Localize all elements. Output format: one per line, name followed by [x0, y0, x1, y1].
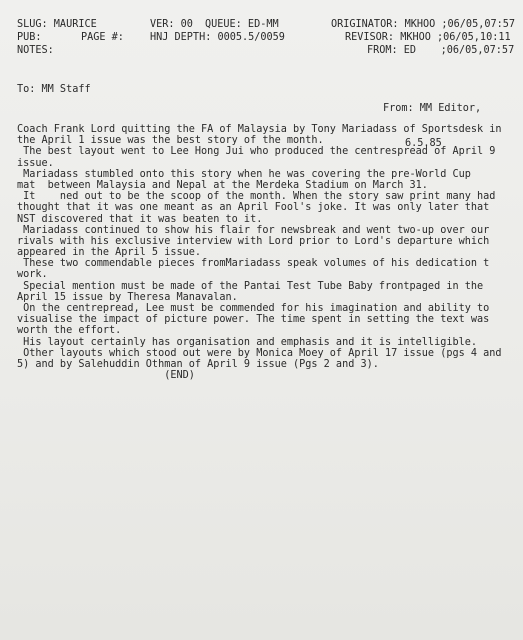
body-line: Other layouts which stood out were by Monica Moey of April 17 issue (pgs 4 and [17, 347, 502, 359]
version-field: VER: 00 [150, 19, 193, 30]
body-line: It ned out to be the scoop of the month. When the story saw print many had [17, 191, 496, 203]
body-line: These two commendable pieces fromMariadass speak volumes of his dedication t [17, 258, 490, 270]
body-line: NST discovered that it was beaten to it. [17, 213, 263, 225]
body-line: issue. [17, 157, 54, 169]
body-line: mat between Malaysia and Nepal at the Merdeka Stadium on March 31. [17, 179, 428, 191]
from-field: FROM: ED ;06/05,07:57 [367, 45, 515, 56]
body-line: Mariadass continued to show his flair for newsbreak and went two-up over our [17, 224, 490, 236]
memo-from-line: From: MM Editor, [383, 103, 482, 114]
body-line: thought that it was one meant as an April Fool's joke. It was only later that [17, 202, 490, 214]
originator-field: ORIGINATOR: MKHOO ;06/05,07:57 [331, 19, 516, 30]
body-line: Mariadass stumbled onto this story when he was covering the pre-World Cup [17, 168, 471, 180]
revisor-field: REVISOR: MKHOO ;06/05,10:11 [345, 32, 511, 43]
slug-field: SLUG: MAURICE [17, 19, 97, 30]
memo-date: 6.5.85 [405, 137, 442, 149]
body-line: (END) [17, 370, 195, 382]
hnj-depth-field: HNJ DEPTH: 0005.5/0059 [150, 32, 285, 43]
body-line: Coach Frank Lord quitting the FA of Malaysia by Tony Mariadass of Sportsdesk in [17, 124, 502, 135]
page-number-field: PAGE #: [81, 32, 124, 43]
body-line: the April 1 issue was the best story of the month. [17, 135, 324, 147]
body-line: visualise the impact of picture power. The time spent in setting the text was [17, 314, 490, 326]
body-line: April 15 issue by Theresa Manavalan. [17, 291, 238, 303]
pub-field: PUB: [17, 32, 42, 43]
body-line: The best layout went to Lee Hong Jui who produced the centrespread of April 9 [17, 146, 496, 158]
body-line: worth the effort. [17, 325, 122, 337]
body-line: rivals with his exclusive interview with Lord prior to Lord's departure which [17, 235, 490, 247]
body-line: His layout certainly has organisation and emphasis and it is intelligible. [17, 336, 478, 348]
body-line: 5) and by Salehuddin Othman of April 9 issue (Pgs 2 and 3). [17, 358, 379, 370]
body-line: On the centrepread, Lee must be commended for his imagination and ability to [17, 303, 490, 314]
body-line: work. [17, 269, 48, 281]
memo-body [17, 124, 522, 381]
body-line: appeared in the April 5 issue. [17, 247, 202, 259]
queue-field: QUEUE: ED-MM [205, 19, 279, 30]
body-line: Special mention must be made of the Pantai Test Tube Baby frontpaged in the [17, 280, 484, 292]
memo-to: To: MM Staff [17, 84, 91, 95]
notes-field: NOTES: [17, 45, 54, 56]
